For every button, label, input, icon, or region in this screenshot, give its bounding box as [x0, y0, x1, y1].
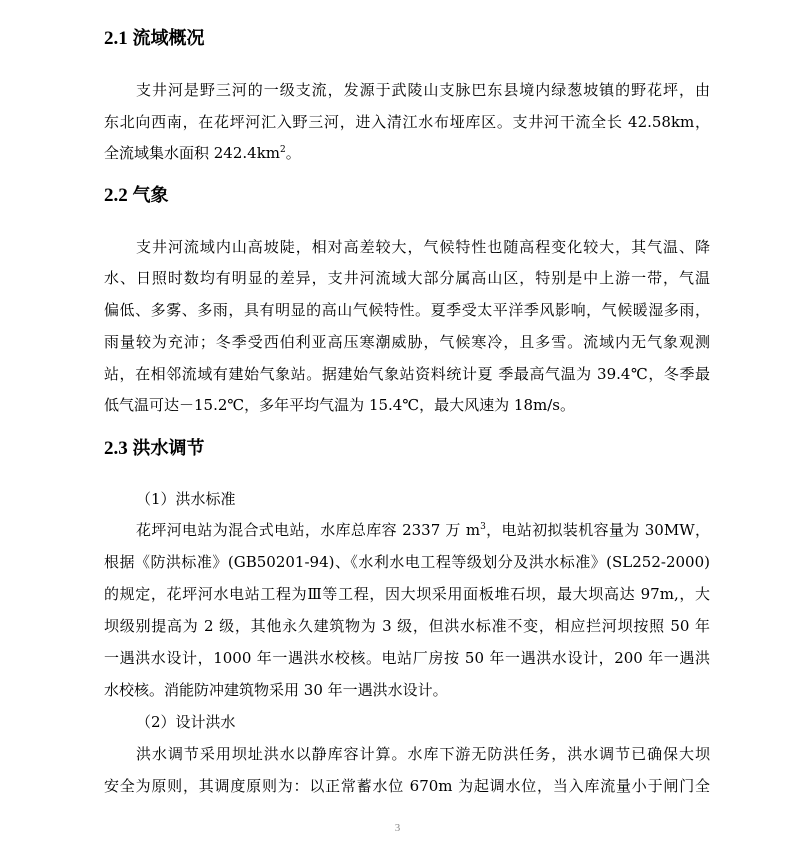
paragraph-line: 安全为原则，其调度原则为：以正常蓄水位 670m 为起调水位，当入库流量小于闸门全: [104, 777, 710, 795]
paragraph-line: 站，在相邻流域有建始气象站。据建始气象站资料统计夏 季最高气温为 39.4℃，冬季最: [104, 365, 710, 383]
paragraph-line: 根据《防洪标准》(GB50201-94)、《水利水电工程等级划分及洪水标准》(SL252-2000): [104, 553, 710, 571]
paragraph-line: 花坪河电站为混合式电站，水库总库容 2337 万 $m^3$，电站初拟装机容量为 30MW，: [136, 521, 710, 539]
section-title: 流域概况: [132, 28, 205, 49]
section-number: 2.2: [104, 185, 128, 206]
subsection-heading: （1）洪水标准: [136, 490, 236, 508]
section-heading-2-3: [104, 437, 205, 461]
section-number: 2.1: [104, 28, 128, 49]
superscript: 3: [480, 522, 486, 532]
paragraph-line: 低气温可达－15.2℃，多年平均气温为 15.4℃，最大风速为 18m/s。: [104, 396, 575, 414]
paragraph-line: 坝级别提高为 2 级，其他永久建筑物为 3 级，但洪水标准不变，相应拦河坝按照 50 年: [104, 617, 710, 635]
paragraph-line: 支井河是野三河的一级支流，发源于武陵山支脉巴东县境内绿葱坡镇的野花坪，由: [136, 81, 710, 99]
paragraph-line: 全流域集水面积 $242.4km^2$。: [104, 144, 301, 162]
section-heading-2-2: [104, 184, 169, 208]
paragraph-line: 雨量较为充沛；冬季受西伯利亚高压寒潮威胁，气候寒冷，且多雪。流域内无气象观测: [104, 333, 710, 351]
paragraph-line: 支井河流域内山高坡陡，相对高差较大，气候特性也随高程变化较大，其气温、降: [136, 238, 710, 256]
paragraph-line: 东北向西南，在花坪河汇入野三河，进入清江水布垭库区。支井河干流全长 42.58km，: [104, 113, 710, 131]
paragraph-line: 偏低、多雾、多雨，具有明显的高山气候特性。夏季受太平洋季风影响，气候暖湿多雨，: [104, 301, 710, 319]
section-number: 2.3: [104, 438, 128, 459]
paragraph-line: 的规定，花坪河水电站工程为Ⅲ等工程，因大坝采用面板堆石坝，最大坝高达 97m,，大: [104, 585, 710, 603]
paragraph-line: 一遇洪水设计，1000 年一遇洪水校核。电站厂房按 50 年一遇洪水设计，200 年一遇洪: [104, 649, 710, 667]
page-number: 3: [394, 822, 401, 834]
section-title: 气象: [132, 185, 169, 206]
subsection-heading: （2）设计洪水: [136, 713, 236, 731]
superscript: 2: [280, 145, 286, 155]
section-heading-2-1: [104, 27, 205, 51]
paragraph-line: 水、日照时数均有明显的差异，支井河流域大部分属高山区，特别是中上游一带，气温: [104, 269, 710, 287]
section-title: 洪水调节: [132, 438, 205, 459]
paragraph-line: 水校核。消能防冲建筑物采用 30 年一遇洪水设计。: [104, 681, 448, 699]
paragraph-line: 洪水调节采用坝址洪水以静库容计算。水库下游无防洪任务，洪水调节已确保大坝: [136, 745, 710, 763]
